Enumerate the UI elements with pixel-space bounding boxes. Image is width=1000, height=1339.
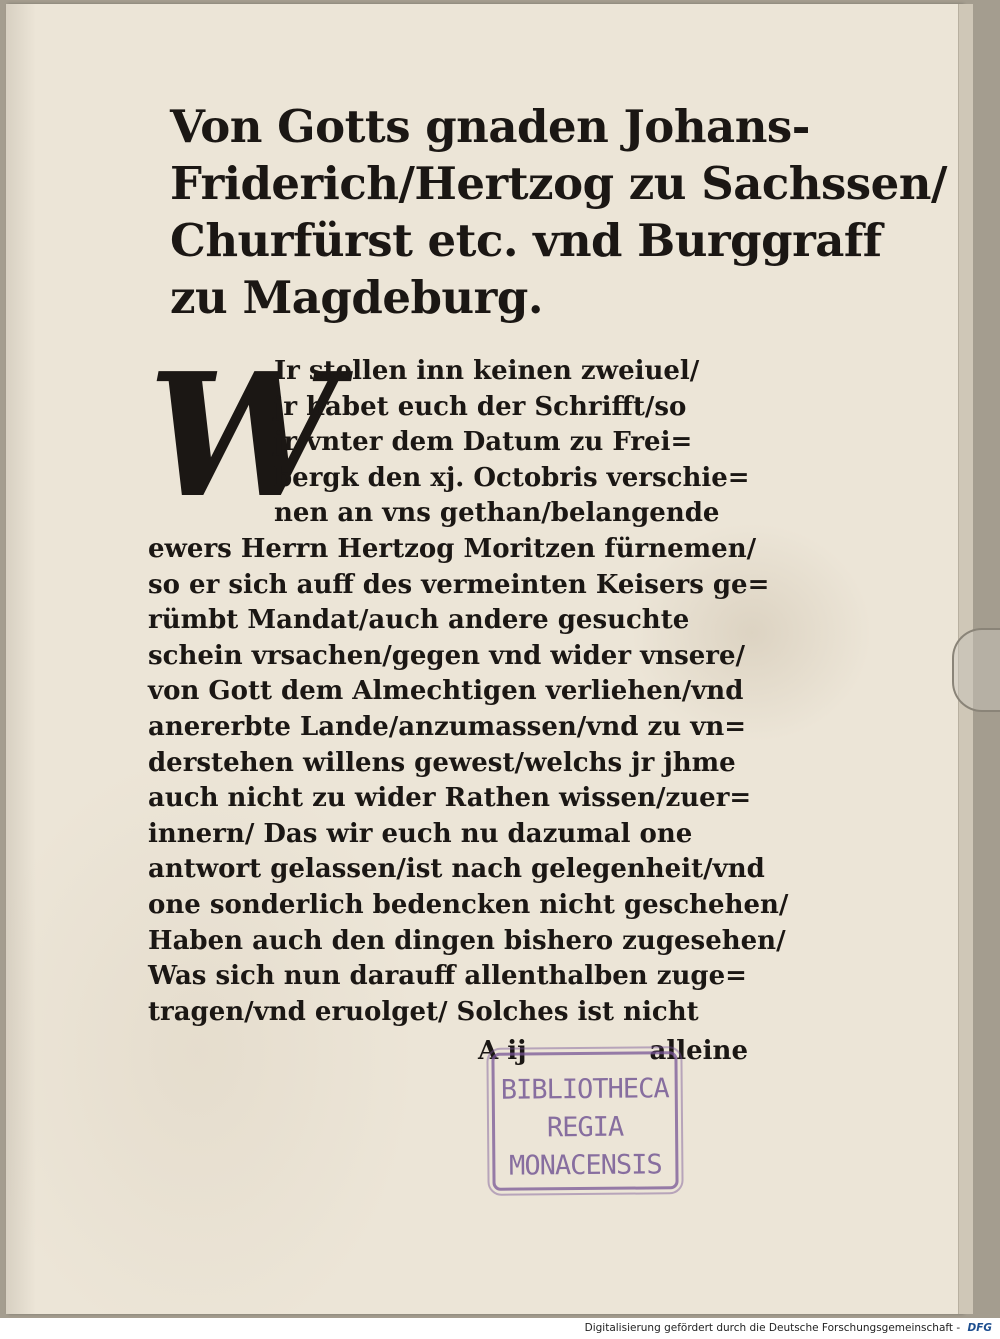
body-line: Haben auch den dingen bishero zugesehen/ bbox=[148, 925, 786, 956]
signature-mark: A ij bbox=[478, 1036, 527, 1067]
body-line: Ir stellen inn keinen zweiuel/ bbox=[274, 356, 700, 386]
body-line: one sonderlich bedencken nicht geschehen/ bbox=[148, 889, 789, 920]
catchword: alleine bbox=[649, 1036, 748, 1067]
drop-cap-initial: W bbox=[148, 336, 339, 536]
heading-line: Churfürst etc. vnd Burggraff bbox=[170, 214, 882, 267]
dfg-logo: DFG bbox=[967, 1322, 992, 1334]
digitization-footer bbox=[0, 1318, 1000, 1339]
body-line: derstehen willens gewest/welchs jr jhme bbox=[148, 747, 736, 778]
heading-line: zu Magdeburg. bbox=[170, 271, 543, 324]
heading-line: Von Gotts gnaden Johans- bbox=[170, 100, 810, 153]
stamp-line: MONACENSIS bbox=[508, 1149, 662, 1182]
body-line: anererbte Lande/anzumassen/vnd zu vn= bbox=[148, 711, 747, 742]
stamp-line: BIBLIOTHECA bbox=[500, 1073, 669, 1106]
body-line: antwort gelassen/ist nach gelegenheit/vnd bbox=[148, 854, 765, 885]
heading-line: Friderich/Hertzog zu Sachssen/ bbox=[170, 157, 947, 210]
footer-text: Digitalisierung gefördert durch die Deutsche Forschungsgemeinschaft - bbox=[584, 1322, 961, 1334]
body-line: Was sich nun darauff allenthalben zuge= bbox=[148, 961, 747, 992]
body-line: von Gott dem Almechtigen verliehen/vnd bbox=[148, 676, 744, 707]
body-line: tragen/vnd eruolget/ Solches ist nicht bbox=[148, 996, 699, 1027]
library-stamp bbox=[491, 1051, 678, 1191]
body-line: jr habet euch der Schrifft/so bbox=[274, 391, 687, 422]
stamp-line: REGIA bbox=[546, 1111, 624, 1144]
body-line: rümbt Mandat/auch andere gesuchte bbox=[148, 605, 690, 636]
body-line: so er sich auff des vermeinten Keisers ge= bbox=[148, 569, 770, 600]
body-line: nen an vns gethan/belangende bbox=[274, 498, 720, 529]
body-line: ewers Herrn Hertzog Moritzen fürnemen/ bbox=[148, 533, 757, 564]
document-heading bbox=[170, 98, 947, 326]
body-line: bergk den xj. Octobris verschie= bbox=[274, 462, 750, 493]
body-line: schein vrsachen/gegen vnd wider vnsere/ bbox=[148, 640, 746, 671]
body-line: auch nicht zu wider Rathen wissen/zuer= bbox=[148, 783, 752, 814]
body-line: jr vnter dem Datum zu Frei= bbox=[274, 427, 693, 458]
document-body bbox=[148, 336, 789, 1070]
printed-text-block bbox=[148, 98, 947, 1070]
page-clip bbox=[952, 628, 1000, 712]
body-line: innern/ Das wir euch nu dazumal one bbox=[148, 818, 693, 849]
